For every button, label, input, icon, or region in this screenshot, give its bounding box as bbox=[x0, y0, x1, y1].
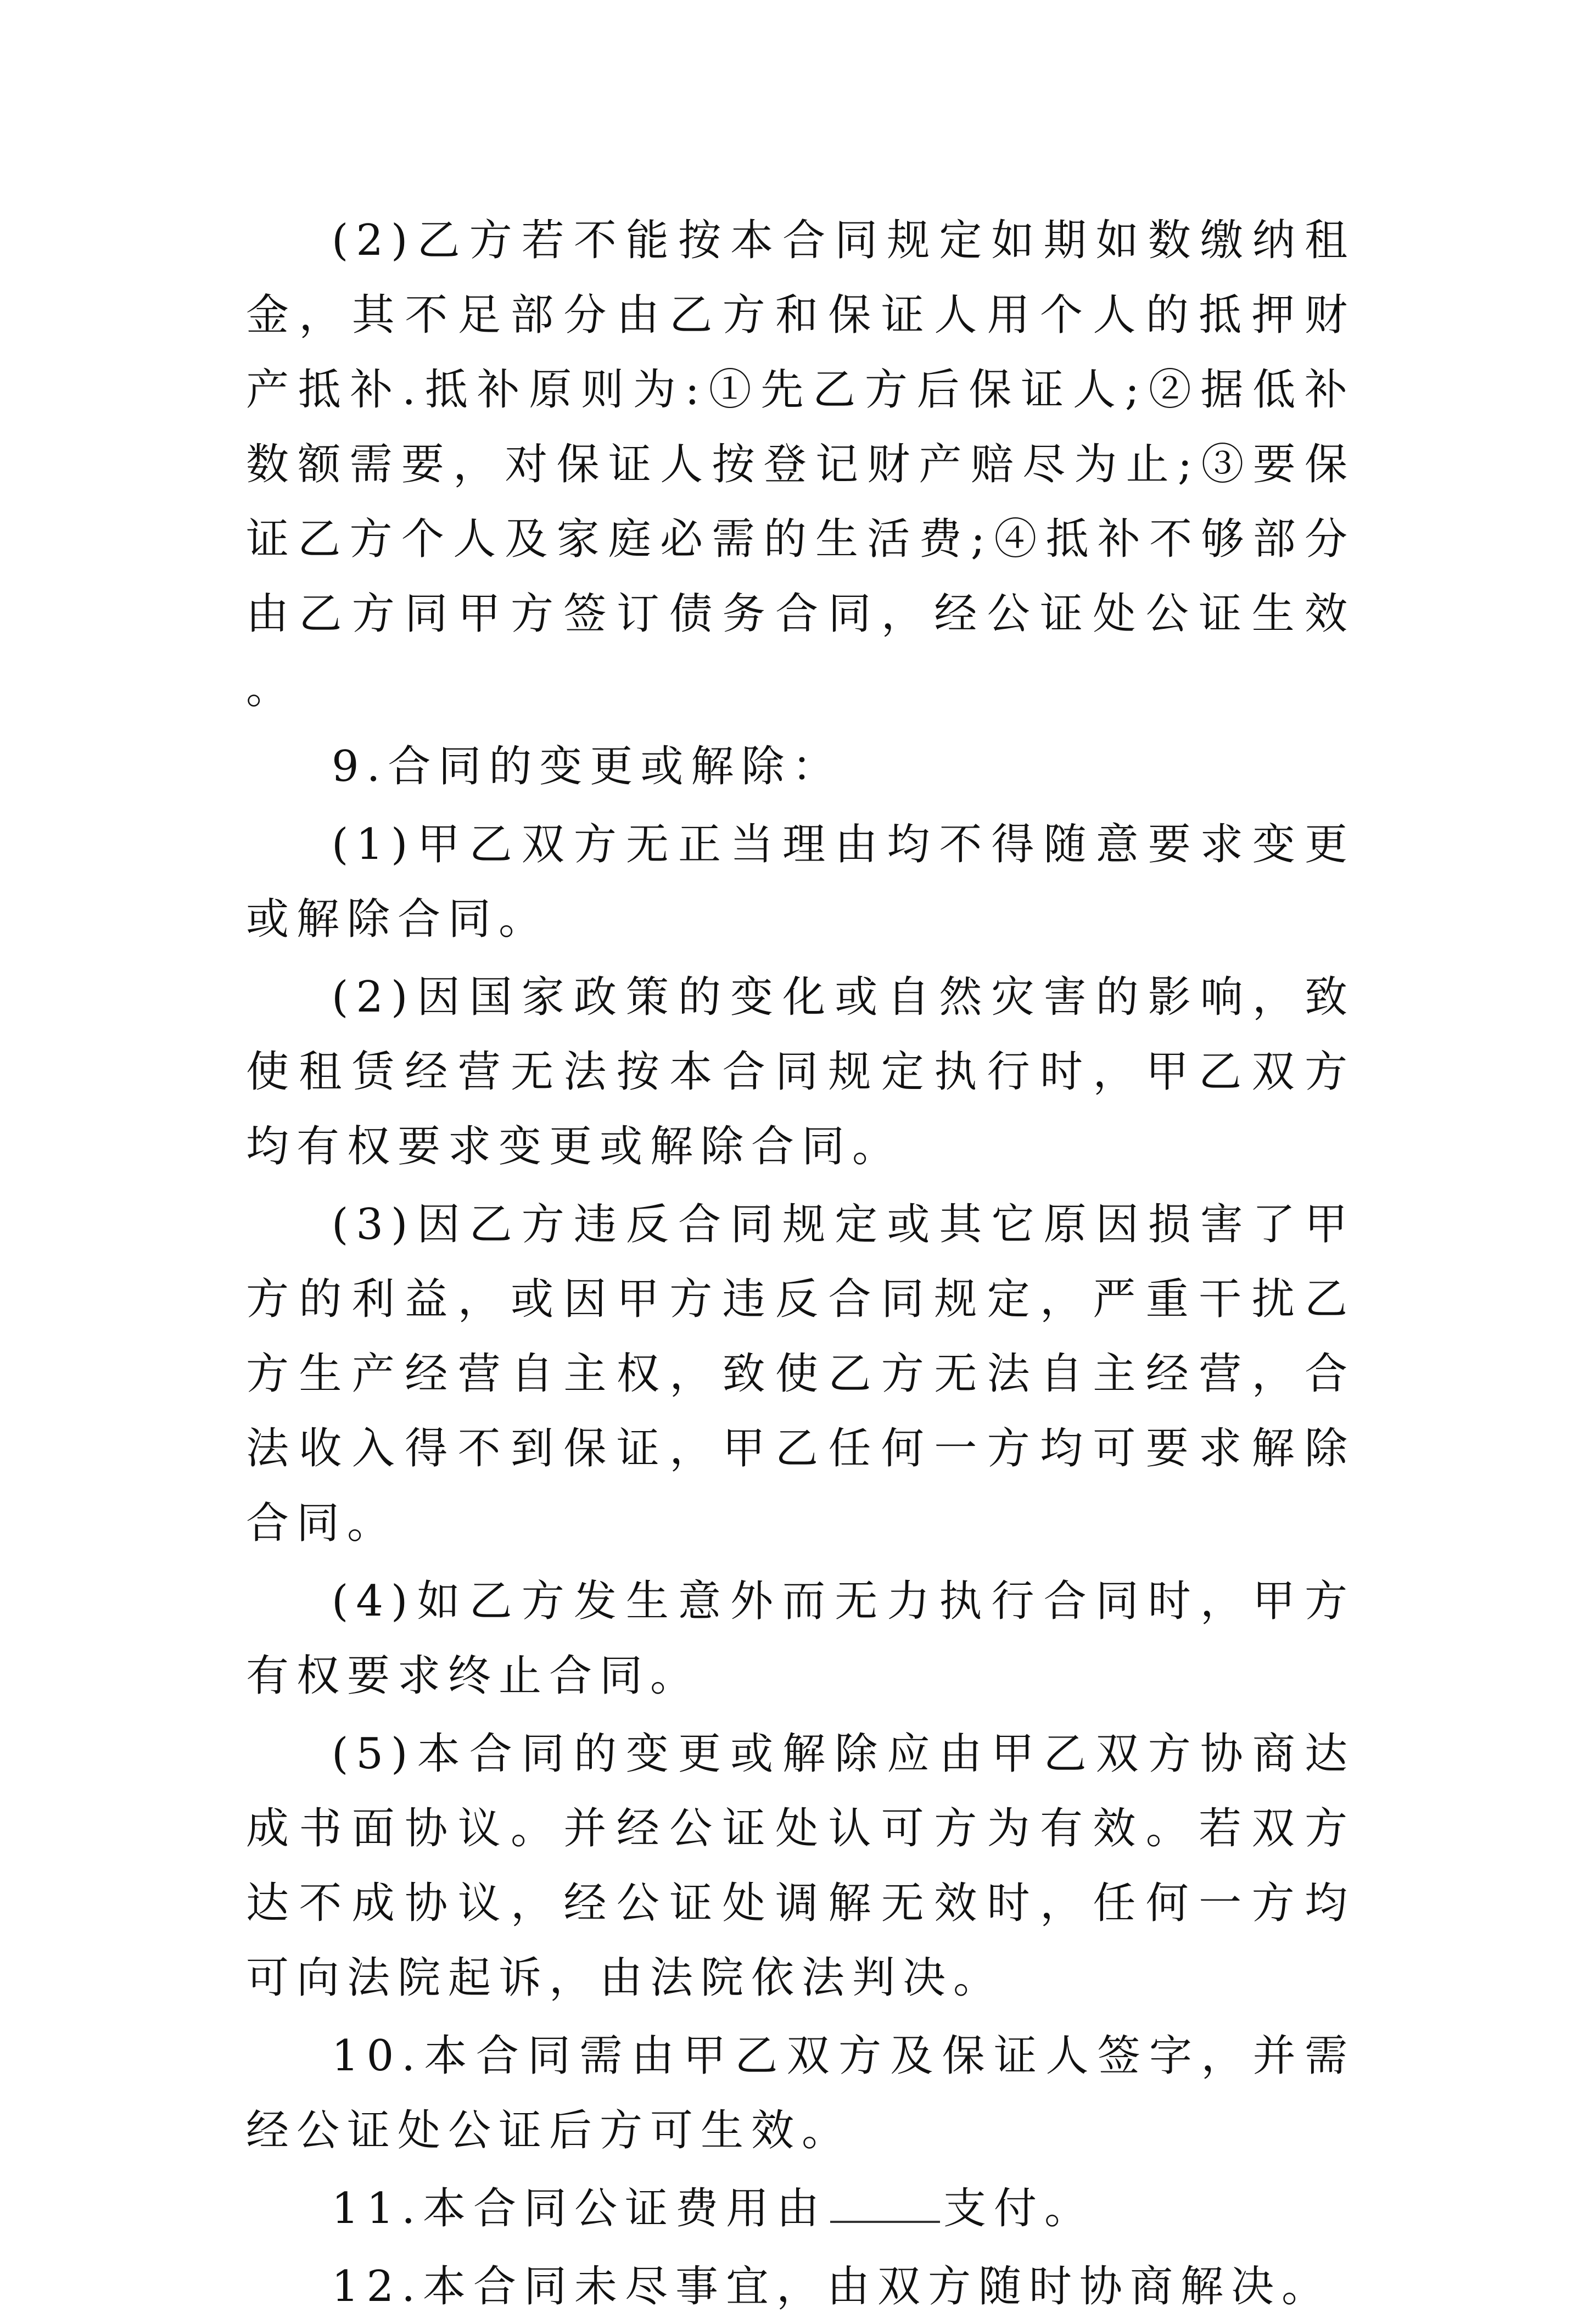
paragraph-section-9-heading: 9.合同的变更或解除： bbox=[332, 742, 843, 791]
paragraph-9-2: (2)因国家政策的变化或自然灾害的影响，致使租赁经营无法按本合同规定执行时，甲乙双方均有权要求变更或解除合同。 bbox=[246, 973, 1355, 1171]
paragraph-9-4: (4)如乙方发生意外而无力执行合同时，甲方有权要求终止合同。 bbox=[246, 1577, 1355, 1701]
paragraph-9-1: (1)甲乙双方无正当理由均不得随意要求变更或解除合同。 bbox=[246, 820, 1355, 944]
section-11-text-after: 支付。 bbox=[943, 2184, 1095, 2233]
section-11-text-before: 11.本合同公证费用由 bbox=[332, 2184, 827, 2233]
paragraph-section-12: 12.本合同未尽事宜，由双方随时协商解决。 bbox=[332, 2262, 1333, 2311]
paragraph-section-11 bbox=[246, 2171, 1355, 2246]
paragraph-section-10: 10.本合同需由甲乙双方及保证人签字，并需经公证处公证后方可生效。 bbox=[246, 2031, 1355, 2155]
paragraph-9-5: (5)本合同的变更或解除应由甲乙双方协商达成书面协议。并经公证处认可方为有效。若双方达不成协议，经公证处调解无效时，任何一方均可向法院起诉，由法院依法判决。 bbox=[246, 1729, 1355, 2003]
paragraph-9-3: (3)因乙方违反合同规定或其它原因损害了甲方的利益，或因甲方违反合同规定，严重干扰乙方生产经营自主权，致使乙方无法自主经营，合法收入得不到保证，甲乙任何一方均可要求解除合同。 bbox=[246, 1200, 1355, 1548]
document-body bbox=[246, 203, 1355, 2324]
paragraph-rent-shortfall: (2)乙方若不能按本合同规定如期如数缴纳租金，其不足部分由乙方和保证人用个人的抵押财产抵补.抵补原则为:①先乙方后保证人;②据低补数额需要，对保证人按登记财产赔尽为止;③要保证乙方个人及家庭必需的生活费;④抵补不够部分由乙方同甲方签订债务合同，经公证处公证生效。 bbox=[246, 216, 1355, 713]
payer-blank-line bbox=[830, 2188, 940, 2223]
